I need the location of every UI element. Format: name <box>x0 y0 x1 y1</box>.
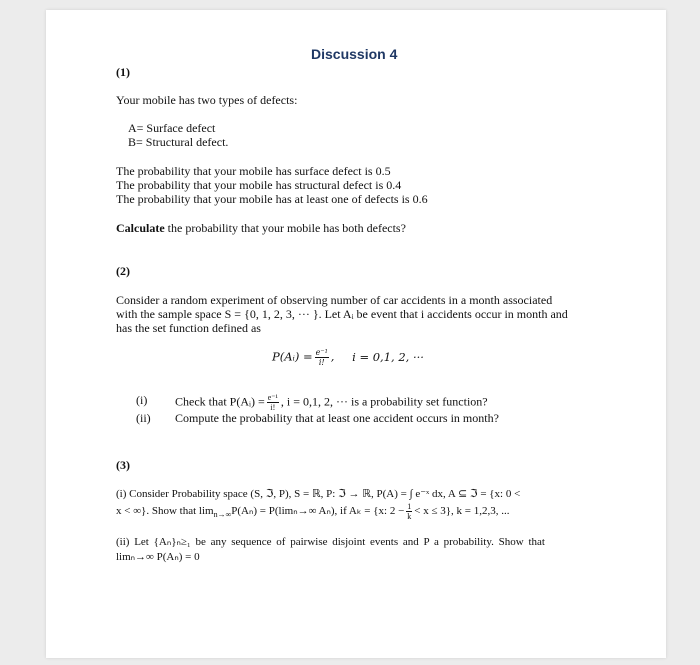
q2-frac-denominator: i! <box>318 358 325 367</box>
q1-prob-at-least-one: The probability that your mobile has at least one of defects is 0.6 <box>116 192 428 206</box>
q3-part-ii-line-1: (ii) Let {Aₙ}ₙ≥₁ be any sequence of pairwise disjoint events and P a probability. Show that <box>116 536 545 548</box>
q2-formula-rhs: i = 0,1, 2, ··· <box>352 349 424 364</box>
q2-formula-lhs: P(Aᵢ) = <box>272 349 313 364</box>
q1-prob-surface: The probability that your mobile has surface defect is 0.5 <box>116 164 391 178</box>
q3-part-i-pre: x < ∞}. Show that lim <box>116 505 214 518</box>
q2-item-1 <box>175 393 488 412</box>
q1-question <box>116 221 406 235</box>
q1-intro: Your mobile has two types of defects: <box>116 93 298 107</box>
q2-item-1-fraction <box>267 393 279 412</box>
question-3-label: (3) <box>116 458 130 472</box>
q1-defect-a: A= Surface defect <box>128 121 216 135</box>
q3-part-i-mid: P(Aₙ) = P(limₙ→∞ Aₙ), if Aₖ = {x: 2 − <box>231 505 405 518</box>
q2-formula-fraction <box>315 348 329 367</box>
page-title: Discussion 4 <box>311 46 398 62</box>
q1-question-text: the probability that your mobile has both defects? <box>164 221 406 235</box>
q3-part-i-line-2: x < ∞}. Show that $\lim_{n\to\infty}P(A_n) = P(\lim_n\to\infty$ Aₙ), if Aₖ = {x: 2 − $\frac{1}{k}$ < x ≤ 3}, k = 1,2,3, ... <box>116 502 510 521</box>
q2-item-1-post: , i = 0,1, 2, ··· is a probability set function? <box>280 394 488 409</box>
question-2-label: (2) <box>116 264 130 278</box>
q2-line-1: Consider a random experiment of observing number of car accidents in a month associated <box>116 293 553 307</box>
q2-frac-numerator: e⁻¹ <box>315 348 328 357</box>
document-page <box>46 10 666 658</box>
q3-part-ii-line-2: limₙ→∞ P(Aₙ) = 0 <box>116 551 200 563</box>
q3-part-i-post: < x ≤ 3}, k = 1,2,3, ... <box>414 505 510 518</box>
q1-defect-b: B= Structural defect. <box>128 135 229 149</box>
q2-line-3: has the set function defined as <box>116 321 261 335</box>
q2-item-1-frac-numerator: e⁻¹ <box>267 393 278 402</box>
q2-item-1-number: (i) <box>136 393 148 407</box>
q2-item-2: Compute the probability that at least one accident occurs in month? <box>175 411 499 425</box>
q3-part-i-line-1: (i) Consider Probability space (S, ℑ, P), S = ℝ, P: ℑ → ℝ, P(A) = ∫ e⁻ˣ dx, A ⊆ ℑ = {x: 0 < <box>116 488 521 500</box>
q1-calculate-word: Calculate <box>116 221 165 235</box>
q2-line-2: with the sample space S = {0, 1, 2, 3, ··· }. Let Aᵢ be event that i accidents occur in month and <box>116 307 568 321</box>
question-1-label: (1) <box>116 65 130 79</box>
q2-formula: P(Aᵢ) = $\frac{\text{e⁻¹}}{i!}$ , i = 0,1, 2, ··· <box>272 348 424 367</box>
q3-frac-numerator: 1 <box>407 502 412 511</box>
q2-item-2-number: (ii) <box>136 411 151 425</box>
q2-item-1-frac-denominator: i! <box>270 403 276 412</box>
q3-frac-denominator: k <box>407 512 412 521</box>
q3-part-i-fraction <box>406 502 412 521</box>
q2-item-1-pre: Check that P(Aᵢ) = <box>175 394 265 409</box>
q1-prob-structural: The probability that your mobile has structural defect is 0.4 <box>116 178 402 192</box>
